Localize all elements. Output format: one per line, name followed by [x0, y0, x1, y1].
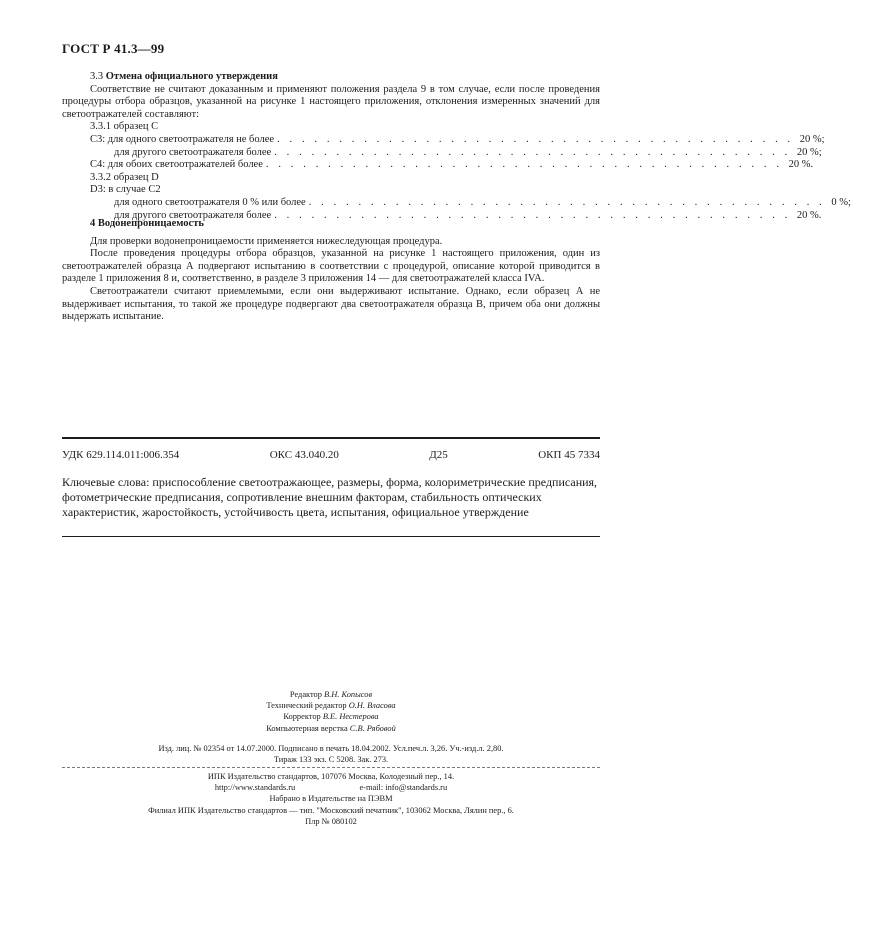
corrector-line: [62, 711, 600, 722]
classification-row: [62, 449, 600, 461]
plr-line: Плр № 080102: [305, 816, 357, 826]
section-4: [62, 218, 600, 324]
d3-row-1-label: для одного светоотражателя 0 % или более: [114, 196, 306, 208]
layout-role: Компьютерная верстка: [266, 723, 348, 733]
section-3-3-heading: [62, 71, 600, 84]
section-3-3-title: Отмена официального утверждения: [105, 71, 278, 82]
leader-dots: . . . . . . . . . . . . . . . . . . . . . . . . . . . . . . . . . . . . . . . . . .: [274, 146, 791, 158]
d-code: Д25: [429, 449, 448, 461]
c4-row-value: 20 %.: [788, 159, 814, 171]
oks-code: ОКС 43.040.20: [269, 449, 339, 461]
leader-dots: . . . . . . . . . . . . . . . . . . . . . . . . . . . . . . . . . . . . . . . . . .: [265, 159, 783, 171]
section-3-3-number: 3.3: [90, 71, 104, 82]
editor-line: [62, 689, 600, 700]
c3-row-2-label: для другого светоотражателя более: [114, 146, 272, 158]
subsection-3-3-1: 3.3.1 образец С: [90, 121, 159, 133]
c4-row: [62, 159, 814, 172]
section-3-3: [62, 71, 851, 222]
classification-top-rule: [62, 437, 600, 439]
c3-row-1-label: С3: для одного светоотражателя не более: [90, 133, 275, 145]
imprint-divider: [62, 767, 600, 768]
editor-role: Редактор: [289, 690, 322, 699]
section-3-3-paragraph: Соответствие не считают доказанным и применяют положения раздела 9 в том случае, если после проведения процедуры отбора образцов, указанной на рисунке 1 настоящего приложения, отклонения измеренных значений для светоотражателей составляют:: [62, 83, 600, 120]
tech-editor-role: Технический редактор: [266, 701, 347, 711]
d3-row-1-value: 0 %;: [831, 196, 851, 208]
d3-row-2-label: для другого светоотражателя более: [114, 209, 272, 221]
standard-code-header: ГОСТ Р 41.3—99: [62, 41, 165, 56]
c3-row-1: [62, 133, 825, 147]
leader-dots: . . . . . . . . . . . . . . . . . . . . . . . . . . . . . . . . . . . . . . . . . .: [274, 209, 791, 221]
keywords: Ключевые слова: приспособление светоотражающее, размеры, форма, колориметрические предписания, фотометрические предписания, сопротивление внешним факторам, стабильность оптических характеристик, жаростойкость, устойчивость цвета, испытания, официальное утверждение: [62, 475, 598, 519]
c3-row-2-value: 20 %;: [796, 146, 822, 158]
website-link[interactable]: http://www.standards.ru: [214, 783, 296, 793]
c3-row-1-value: 20 %;: [799, 133, 825, 145]
tech-editor-line: [62, 700, 600, 711]
okp-code: ОКП 45 7334: [538, 449, 600, 461]
corrector-role: Корректор: [283, 712, 321, 722]
section-4-paragraph-1: Для проверки водонепроницаемости применяется нижеследующая процедура.: [90, 235, 443, 247]
d3-row-2-value: 20 %.: [796, 209, 822, 221]
section-4-number: 4: [90, 218, 96, 229]
d3-row-1: [62, 196, 851, 210]
email-link[interactable]: e-mail: info@standards.ru: [359, 783, 448, 793]
imprint-publisher: [62, 771, 600, 827]
section-4-paragraph-3: Светоотражатели считают приемлемыми, если они выдерживают испытание. Однако, если образец А не выдерживает испытания, то такой же процедуре подвергают два светоотражателя образца В, причем оба они должны выдержать испытание.: [62, 285, 600, 323]
c3-row-2: [62, 146, 822, 160]
leader-dots: . . . . . . . . . . . . . . . . . . . . . . . . . . . . . . . . . . . . . . . . . .: [308, 196, 826, 208]
license-line: Изд. лиц. № 02354 от 14.07.2000. Подписано в печать 18.04.2002. Усл.печ.л. 3,26. Уч.-изд.л. 2,80.: [158, 744, 504, 753]
section-4-paragraph-2: После проведения процедуры отбора образцов, указанной на рисунке 1 настоящего приложения, один из светоотражателей образца А подвергают испытанию в соответствии с процедурой, описание которой приводится в разделе 1 приложения 8 и, соответственно, в разделе 3 приложения 14 — для светоотражателей класса IVA.: [62, 248, 600, 285]
branch-line: Филиал ИПК Издательство стандартов — тип. "Московский печатник", 103062 Москва, Лялин пер., 6.: [148, 805, 514, 815]
udk-code: УДК 629.114.011:006.354: [62, 449, 180, 461]
editor-name: В.Н. Копысов: [324, 690, 373, 699]
section-4-title: Водонепроницаемость: [97, 218, 204, 229]
imprint-publication: [62, 743, 600, 765]
typeset-line: Набрано в Издательстве на ПЭВМ: [269, 794, 393, 804]
section-4-heading: [62, 218, 600, 231]
tech-editor-name: О.Н. Власова: [348, 701, 396, 711]
contacts-line: [62, 782, 600, 793]
leader-dots: . . . . . . . . . . . . . . . . . . . . . . . . . . . . . . . . . . . . . . . . . .: [277, 133, 794, 145]
keywords-bottom-rule: [62, 536, 600, 537]
layout-name: С.В. Рябовой: [349, 723, 396, 733]
subsection-3-3-2: 3.3.2 образец D: [90, 171, 159, 183]
corrector-name: В.Е. Нестерова: [322, 712, 379, 722]
imprint-credits: [62, 689, 600, 734]
c4-row-label: С4: для обоих светоотражателей более: [90, 159, 263, 171]
publisher-line: ИПК Издательство стандартов, 107076 Москва, Колодезный пер., 14.: [207, 772, 455, 781]
print-run-line: Тираж 133 экз. С 5208. Зак. 273.: [273, 755, 389, 765]
d3-label: D3: в случае С2: [90, 184, 161, 196]
layout-line: [62, 723, 600, 734]
